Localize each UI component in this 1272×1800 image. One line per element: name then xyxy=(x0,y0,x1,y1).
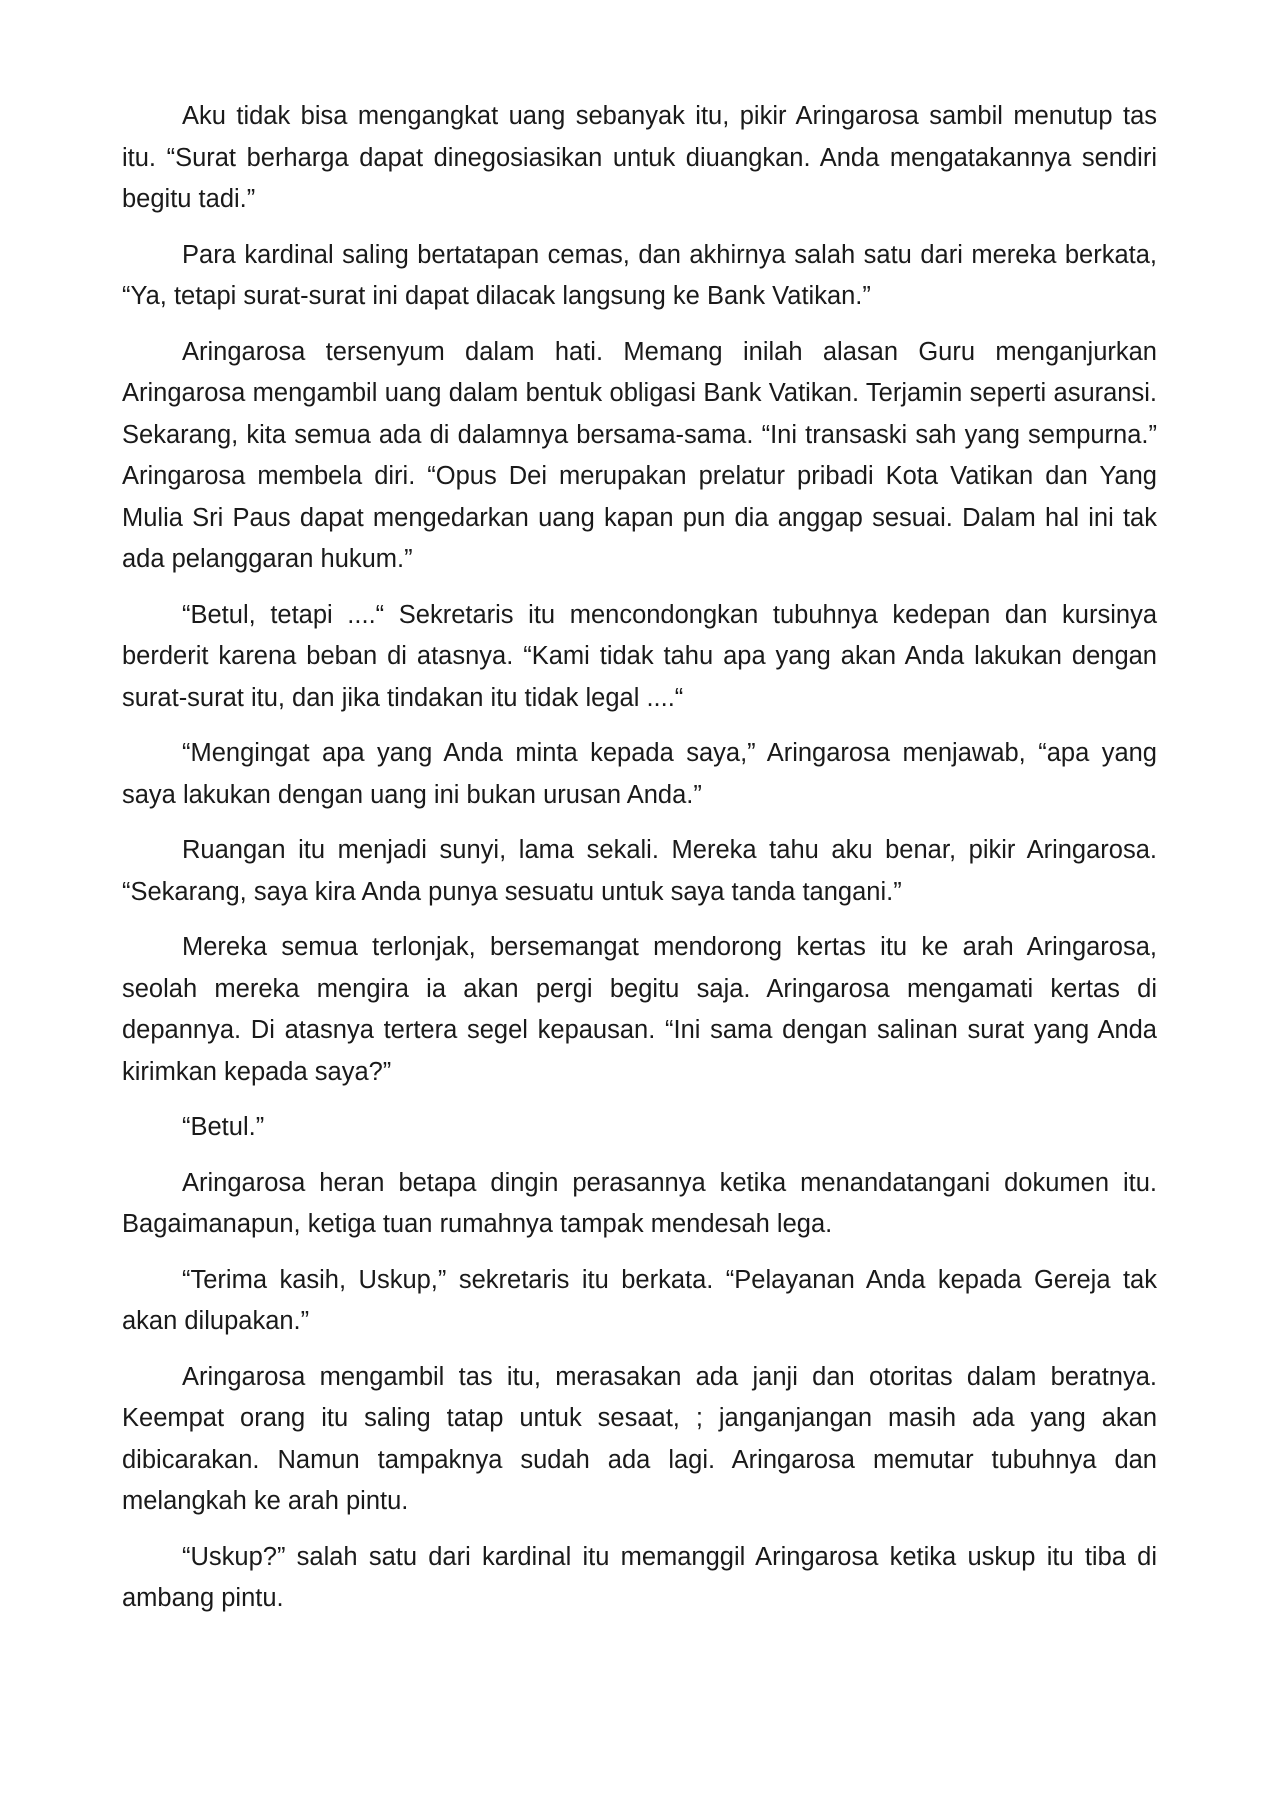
paragraph-4: “Betul, tetapi ....“ Sekretaris itu mencondongkan tubuhnya kedepan dan kursinya berderit karena beban di atasnya. “Kami tidak tahu apa yang akan Anda lakukan dengan surat-surat itu, dan jika tindakan itu tidak legal ....“ xyxy=(122,600,1157,712)
paragraph-3: Aringarosa tersenyum dalam hati. Memang inilah alasan Guru menganjurkan Aringarosa mengambil uang dalam bentuk obligasi Bank Vatikan. Terjamin seperti asuransi. Sekarang, kita semua ada di dalamnya bersama-sama. “Ini transaski sah yang sempurna.” Aringarosa membela diri. “Opus Dei merupakan prelatur pribadi Kota Vatikan dan Yang Mulia Sri Paus dapat mengedarkan uang kapan pun dia anggap sesuai. Dalam hal ini tak ada pelanggaran hukum.” xyxy=(122,337,1157,573)
paragraph-11: Aringarosa mengambil tas itu, merasakan ada janji dan otoritas dalam beratnya. Keempat orang itu saling tatap untuk sesaat, ; janganjangan masih ada yang akan dibicarakan. Namun tampaknya sudah ada lagi. Aringarosa memutar tubuhnya dan melangkah ke arah pintu. xyxy=(122,1362,1157,1515)
document-body xyxy=(122,96,1157,1634)
paragraph-9: Aringarosa heran betapa dingin perasannya ketika menandatangani dokumen itu. Bagaimanapun, ketiga tuan rumahnya tampak mendesah lega. xyxy=(122,1168,1157,1238)
paragraph-5: “Mengingat apa yang Anda minta kepada saya,” Aringarosa menjawab, “apa yang saya lakukan dengan uang ini bukan urusan Anda.” xyxy=(122,739,1157,809)
paragraph-10: “Terima kasih, Uskup,” sekretaris itu berkata. “Pelayanan Anda kepada Gereja tak akan dilupakan.” xyxy=(122,1265,1157,1335)
paragraph-7: Mereka semua terlonjak, bersemangat mendorong kertas itu ke arah Aringarosa, seolah mereka mengira ia akan pergi begitu saja. Aringarosa mengamati kertas di depannya. Di atasnya tertera segel kepausan. “Ini sama dengan salinan surat yang Anda kirimkan kepada saya?” xyxy=(122,933,1157,1086)
paragraph-2: Para kardinal saling bertatapan cemas, dan akhirnya salah satu dari mereka berkata, “Ya, tetapi surat-surat ini dapat dilacak langsung ke Bank Vatikan.” xyxy=(122,240,1157,310)
paragraph-12: “Uskup?” salah satu dari kardinal itu memanggil Aringarosa ketika uskup itu tiba di ambang pintu. xyxy=(122,1542,1157,1612)
paragraph-8: “Betul.” xyxy=(182,1113,265,1141)
paragraph-1: Aku tidak bisa mengangkat uang sebanyak itu, pikir Aringarosa sambil menutup tas itu. “Surat berharga dapat dinegosiasikan untuk diuangkan. Anda mengatakannya sendiri begitu tadi.” xyxy=(122,102,1157,213)
paragraph-6: Ruangan itu menjadi sunyi, lama sekali. Mereka tahu aku benar, pikir Aringarosa. “Sekarang, saya kira Anda punya sesuatu untuk saya tanda tangani.” xyxy=(122,836,1157,906)
